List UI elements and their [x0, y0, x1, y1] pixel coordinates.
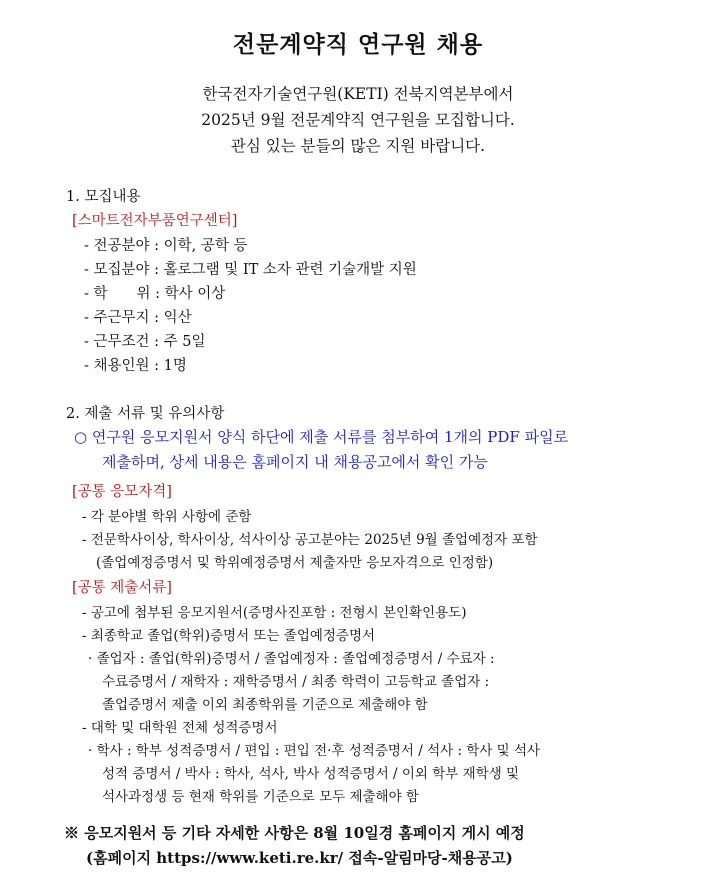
documents-item: 성적 증명서 / 박사 : 학사, 석사, 박사 성적증명서 / 이외 학부 재학생 및	[102, 766, 520, 782]
documents-item: 수료증명서 / 재학자 : 재학증명서 / 최종 학력이 고등학교 졸업자 :	[102, 674, 490, 690]
documents-item: 석사과정생 등 현재 학위를 기준으로 모두 제출해야 함	[102, 789, 419, 805]
documents-item: 졸업증명서 제출 이외 최종학위를 기준으로 제출해야 함	[102, 697, 428, 713]
section1-item: - 주근무지 : 익산	[84, 310, 192, 326]
qualification-item: (졸업예정증명서 및 학위예정증명서 제출자만 응모자격으로 인정함)	[96, 555, 494, 571]
section2-notice-line-1: ○ 연구원 응모지원서 양식 하단에 제출 서류를 첨부하여 1개의 PDF 파일로	[74, 428, 569, 446]
section1-center-label: [스마트전자부품연구센터]	[72, 213, 238, 229]
qualification-title: [공통 응모자격]	[72, 484, 172, 500]
section1-item: - 근무조건 : 주 5일	[84, 334, 206, 350]
documents-item: - 공고에 첨부된 응모지원서(증명사진포함 : 전형시 본인확인용도)	[82, 605, 467, 621]
documents-item: - 대학 및 대학원 전체 성적증명서	[82, 720, 278, 736]
intro-line-2: 2025년 9월 전문계약직 연구원을 모집합니다.	[201, 111, 515, 129]
documents-item: · 졸업자 : 졸업(학위)증명서 / 졸업예정자 : 졸업예정증명서 / 수료자 :	[88, 651, 495, 667]
section2-notice-line-2: 제출하며, 상세 내용은 홈페이지 내 채용공고에서 확인 가능	[102, 453, 488, 471]
page-title: 전문계약직 연구원 채용	[232, 31, 484, 58]
documents-item: - 최종학교 졸업(학위)증명서 또는 졸업예정증명서	[82, 628, 376, 644]
section1-item: - 모집분야 : 홀로그램 및 IT 소자 관련 기술개발 지원	[84, 262, 417, 278]
section1-item: - 학 위 : 학사 이상	[84, 286, 226, 302]
qualification-item: - 전문학사이상, 학사이상, 석사이상 공고분야는 2025년 9월 졸업예정자 포함	[82, 532, 538, 548]
footer-note: ※ 응모지원서 등 기타 자세한 사항은 8월 10일경 홈페이지 게시 예정	[64, 824, 525, 842]
section1-heading: 1. 모집내용	[66, 189, 141, 205]
intro-line-3: 관심 있는 분들의 많은 지원 바랍니다.	[230, 137, 486, 155]
section2-heading: 2. 제출 서류 및 유의사항	[66, 406, 225, 422]
intro-line-1: 한국전자기술연구원(KETI) 전북지역본부에서	[202, 85, 514, 103]
section1-item: - 전공분야 : 이학, 공학 등	[84, 238, 248, 254]
section1-item: - 채용인원 : 1명	[84, 358, 187, 374]
documents-title: [공통 제출서류]	[72, 580, 172, 596]
documents-item: · 학사 : 학부 성적증명서 / 편입 : 편입 전·후 성적증명서 / 석사 : 학사 및 석사	[88, 743, 541, 759]
footer-homepage-note: (홈페이지 https://www.keti.re.kr/ 접속-알림마당-채용공고)	[86, 849, 513, 867]
qualification-item: - 각 분야별 학위 사항에 준함	[82, 509, 252, 525]
